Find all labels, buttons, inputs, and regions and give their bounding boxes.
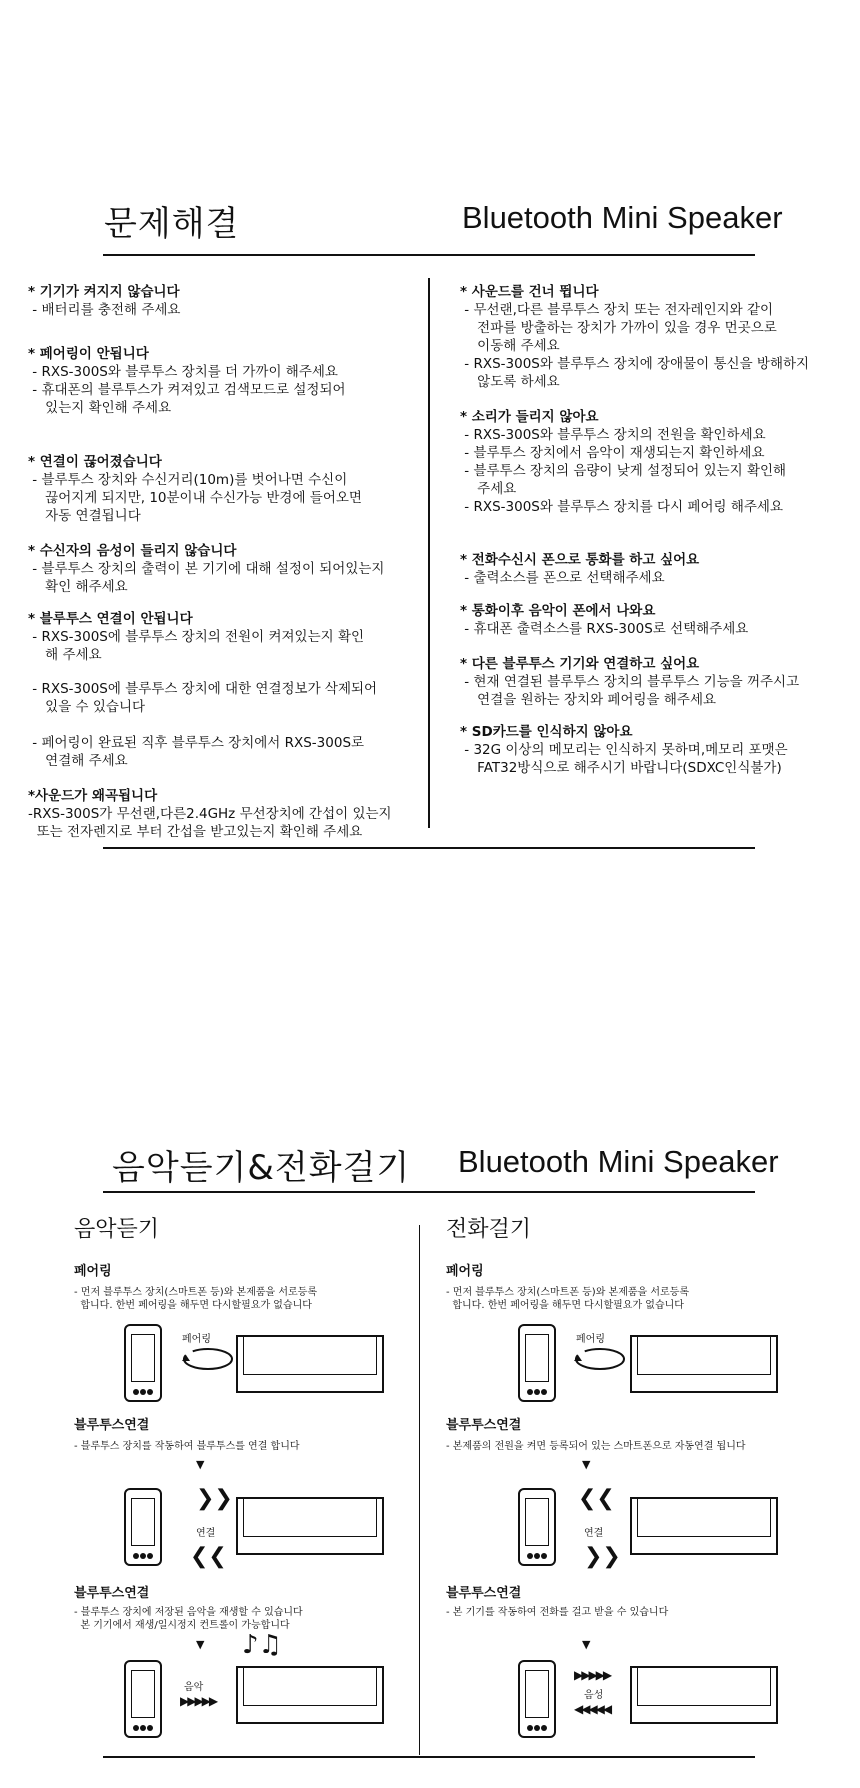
troubleshoot-item-line: 해 주세요: [28, 647, 102, 663]
footer-divider: [103, 847, 755, 849]
troubleshoot-item-line: 자동 연결됩니다: [28, 508, 141, 524]
troubleshoot-item: [28, 345, 346, 417]
down-arrow-icon: ▼: [196, 1458, 205, 1471]
troubleshoot-item-line: - RXS-300S와 블루투스 장치에 장애물이 통신을 방해하지: [460, 356, 810, 372]
music-step2-desc: - 블루투스 장치를 작동하여 블루투스를 연결 합니다: [74, 1441, 300, 1452]
troubleshoot-item-line: 전파를 방출하는 장치가 가까이 있을 경우 먼곳으로: [460, 320, 777, 336]
smartphone-icon: [124, 1488, 162, 1566]
smartphone-icon: [518, 1660, 556, 1738]
speaker-icon: [630, 1497, 778, 1555]
troubleshoot-item-heading: * 통화이후 음악이 폰에서 나와요: [460, 603, 656, 619]
troubleshoot-item-heading: *사운드가 왜곡됩니다: [28, 788, 158, 804]
double-arrow-left-icon: ❮❮: [578, 1486, 615, 1511]
connect-label: 연결: [196, 1528, 216, 1539]
pairing-label: 페어링: [576, 1334, 605, 1345]
header-divider: [103, 254, 755, 256]
music-label: 음악: [184, 1682, 204, 1693]
troubleshoot-item-heading: * 수신자의 음성이 들리지 않습니다: [28, 543, 237, 559]
smartphone-icon: [518, 1488, 556, 1566]
troubleshoot-item: [28, 734, 364, 770]
troubleshoot-item-line: 주세요: [460, 481, 517, 497]
troubleshoot-item-line: FAT32방식으로 해주시기 바랍니다(SDXC인식불가): [460, 760, 782, 776]
troubleshoot-item-heading: * 기기가 켜지지 않습니다: [28, 284, 180, 300]
troubleshoot-item-line: - 32G 이상의 메모리는 인식하지 못하며,메모리 포맷은: [460, 742, 788, 758]
troubleshoot-item: [460, 602, 748, 638]
troubleshoot-item-line: - 페어링이 완료된 직후 블루투스 장치에서 RXS-300S로: [28, 735, 365, 751]
troubleshoot-item-line: - 무선랜,다른 블루투스 장치 또는 전자레인지와 같이: [460, 302, 774, 318]
troubleshoot-item-heading: * 페어링이 안됩니다: [28, 346, 149, 362]
troubleshoot-item-line: - 블루투스 장치와 수신거리(10m)를 벗어나면 수신이: [28, 472, 348, 488]
speaker-icon: [630, 1666, 778, 1724]
troubleshoot-title: 문제해결: [104, 204, 240, 244]
troubleshoot-item-heading: * 블루투스 연결이 안됩니다: [28, 611, 193, 627]
smartphone-icon: [124, 1324, 162, 1402]
troubleshoot-item-line: 않도록 하세요: [460, 374, 560, 390]
usage-title: 음악듣기&전화걸기: [112, 1148, 411, 1188]
music-step1-title: 페어링: [74, 1264, 112, 1279]
smartphone-icon: [124, 1660, 162, 1738]
troubleshoot-item-heading: * 사운드를 건너 뜁니다: [460, 284, 599, 300]
call-step1-desc: - 먼저 블루투스 장치(스마트폰 등)와 본제품을 서로등록 합니다. 한번 페어링을 해두면 다시할필요가 없습니다: [446, 1287, 690, 1311]
troubleshoot-item: [28, 542, 384, 596]
troubleshoot-item-line: 이동해 주세요: [460, 338, 560, 354]
call-step3-desc: - 본 기기를 작동하여 전화를 걸고 받을 수 있습니다: [446, 1607, 669, 1618]
usage-column-divider: [419, 1225, 420, 1755]
troubleshoot-item: [460, 408, 786, 516]
troubleshoot-item: [460, 655, 799, 709]
troubleshoot-item-heading: * SD카드를 인식하지 않아요: [460, 724, 633, 740]
call-section-title: 전화걸기: [446, 1217, 532, 1242]
call-step3-title: 블루투스연결: [446, 1586, 522, 1601]
troubleshoot-item: [460, 283, 809, 391]
troubleshoot-item-heading: * 다른 블루투스 기기와 연결하고 싶어요: [460, 656, 700, 672]
troubleshoot-item: [28, 787, 392, 841]
music-notes-icon: ♪♫: [242, 1630, 282, 1660]
troubleshoot-item-line: 연결해 주세요: [28, 753, 128, 769]
speaker-icon: [236, 1666, 384, 1724]
signal-arrows-right-icon: ▶▶▶▶▶: [574, 1668, 611, 1682]
music-step1-desc: - 먼저 블루투스 장치(스마트폰 등)와 본제품을 서로등록 합니다. 한번 페어링을 해두면 다시할필요가 없습니다: [74, 1287, 318, 1311]
call-step2-desc: - 본제품의 전원을 켜면 등록되어 있는 스마트폰으로 자동연결 됩니다: [446, 1441, 746, 1452]
voice-label: 음성: [584, 1690, 604, 1701]
troubleshoot-item-line: - RXS-300S와 블루투스 장치를 더 가까이 해주세요: [28, 364, 338, 380]
speaker-icon: [236, 1497, 384, 1555]
troubleshoot-item-line: - 휴대폰 출력소스를 RXS-300S로 선택해주세요: [460, 621, 749, 637]
troubleshoot-item-line: - 출력소스를 폰으로 선택해주세요: [460, 570, 665, 586]
troubleshoot-item-line: 있을 수 있습니다: [28, 699, 146, 715]
troubleshoot-item-line: - 블루투스 장치의 출력이 본 기기에 대해 설정이 되어있는지: [28, 561, 385, 577]
troubleshoot-item-line: - RXS-300S에 블루투스 장치에 대한 연결정보가 삭제되어: [28, 681, 378, 697]
usage-footer-divider: [103, 1756, 755, 1758]
down-arrow-icon: ▼: [582, 1638, 591, 1651]
product-name: Bluetooth Mini Speaker: [462, 200, 783, 235]
signal-arrows-icon: ▶▶▶▶▶: [180, 1694, 217, 1708]
double-arrow-right-icon: ❯❯: [196, 1486, 233, 1511]
troubleshoot-item-line: - 휴대폰의 블루투스가 켜져있고 검색모드로 설정되어: [28, 382, 346, 398]
troubleshoot-item: [28, 680, 377, 716]
music-step3-title: 블루투스연결: [74, 1586, 150, 1601]
troubleshoot-item-line: - RXS-300S와 블루투스 장치의 전원을 확인하세요: [460, 427, 766, 443]
troubleshoot-item-line: - 현재 연결된 블루투스 장치의 블루투스 기능을 꺼주시고: [460, 674, 800, 690]
troubleshoot-item-line: 연결을 원하는 장치와 페어링을 해주세요: [460, 692, 717, 708]
double-arrow-right-icon: ❯❯: [584, 1544, 621, 1569]
connect-label: 연결: [584, 1528, 604, 1539]
troubleshoot-item-line: -RXS-300S가 무선랜,다른2.4GHz 무선장치에 간섭이 있는지: [28, 806, 392, 822]
pairing-cycle-icon: [180, 1345, 236, 1377]
troubleshoot-item-line: - 블루투스 장치의 음량이 낮게 설정되어 있는지 확인해: [460, 463, 787, 479]
troubleshoot-item-heading: * 소리가 들리지 않아요: [460, 409, 599, 425]
smartphone-icon: [518, 1324, 556, 1402]
music-section-title: 음악듣기: [74, 1217, 160, 1242]
music-step3-desc: - 블루투스 장치에 저장된 음악을 재생할 수 있습니다 본 기기에서 재생/일시정지 컨트롤이 가능합니다: [74, 1607, 303, 1631]
troubleshoot-item-line: 있는지 확인해 주세요: [28, 400, 172, 416]
troubleshoot-item-heading: * 전화수신시 폰으로 통화를 하고 싶어요: [460, 552, 700, 568]
troubleshoot-item-heading: * 연결이 끊어졌습니다: [28, 454, 162, 470]
troubleshoot-item: [28, 453, 362, 525]
troubleshoot-item: [460, 551, 699, 587]
usage-product-name: Bluetooth Mini Speaker: [458, 1144, 779, 1179]
signal-arrows-left-icon: ◀◀◀◀◀: [574, 1702, 611, 1716]
down-arrow-icon: ▼: [582, 1458, 591, 1471]
troubleshoot-item-line: - RXS-300S에 블루투스 장치의 전원이 켜져있는지 확인: [28, 629, 365, 645]
speaker-icon: [236, 1335, 384, 1393]
troubleshoot-item-line: 확인 해주세요: [28, 579, 128, 595]
music-step2-title: 블루투스연결: [74, 1418, 150, 1433]
pairing-cycle-icon: [572, 1345, 628, 1377]
double-arrow-left-icon: ❮❮: [190, 1544, 227, 1569]
troubleshoot-item-line: - 배터리를 충전해 주세요: [28, 302, 181, 318]
troubleshoot-item-line: 또는 전자렌지로 부터 간섭을 받고있는지 확인해 주세요: [28, 824, 363, 840]
down-arrow-icon: ▼: [196, 1638, 205, 1651]
troubleshoot-item-line: - 블루투스 장치에서 음악이 재생되는지 확인하세요: [460, 445, 765, 461]
call-step2-title: 블루투스연결: [446, 1418, 522, 1433]
pairing-label: 페어링: [182, 1334, 211, 1345]
troubleshoot-item: [28, 610, 364, 664]
troubleshoot-item: [460, 723, 788, 777]
troubleshoot-item-line: - RXS-300S와 블루투스 장치를 다시 페어링 해주세요: [460, 499, 784, 515]
column-divider: [428, 278, 430, 828]
usage-header-divider: [103, 1191, 755, 1193]
troubleshoot-item-line: 끊어지게 되지만, 10분이내 수신가능 반경에 들어오면: [28, 490, 362, 506]
call-step1-title: 페어링: [446, 1264, 484, 1279]
speaker-icon: [630, 1335, 778, 1393]
troubleshoot-item: [28, 283, 180, 319]
